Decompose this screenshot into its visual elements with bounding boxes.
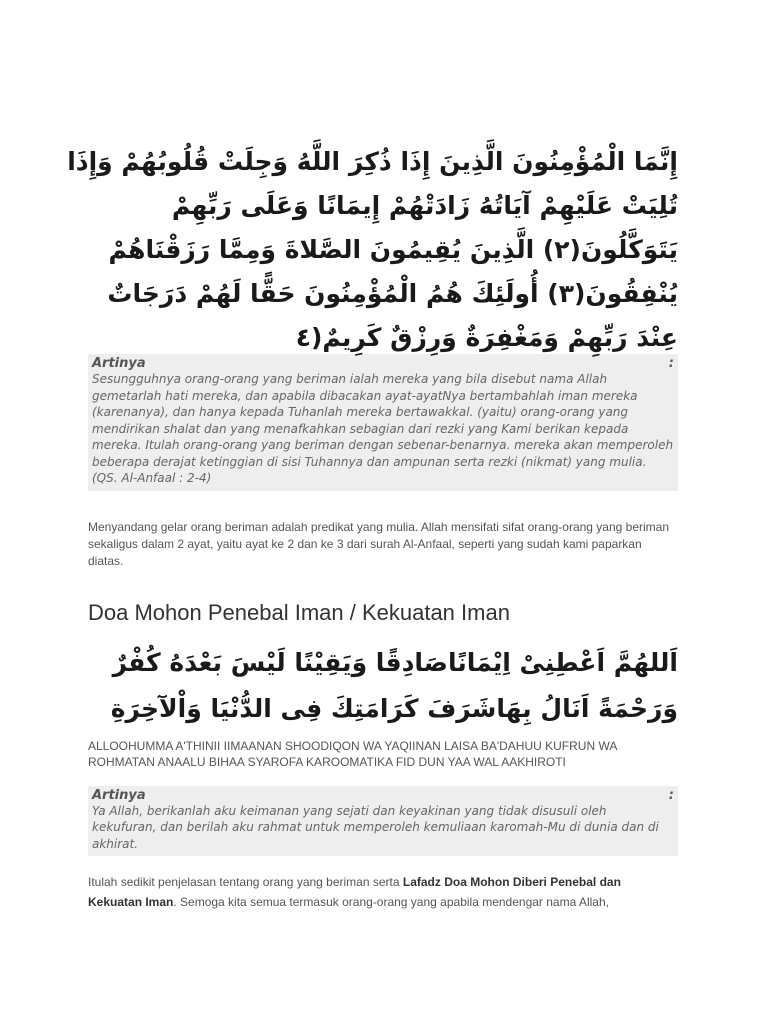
translation-text: Ya Allah, berikanlah aku keimanan yang sejati dan keyakinan yang tidak disusuli oleh kekufuran, dan berilah aku rahmat untuk memperoleh kemuliaan karomah-Mu di dunia dan di akhirat.	[92, 803, 659, 851]
translation-box	[88, 354, 678, 491]
quran-verse-anfaal	[67, 140, 678, 360]
translation-label: Artinya	[92, 356, 146, 371]
translation-text: Sesungguhnya orang-orang yang beriman ialah mereka yang bila disebut nama Allah gemetarlah hati mereka, dan apabila dibacakan ayat-ayatNya bertambahlah iman mereka (karenanya), dan hanya kepada Tuhanlah mereka bertawakkal. (yaitu) orang-orang yang mendirikan shalat dan yang menafkahkan sebagian dari rezki yang Kami berikan kepada mereka. Itulah orang-orang yang beriman dengan sebenar-benarnya. mereka akan memperoleh beberapa derajat ketinggian di sisi Tuhannya dan ampunan serta rezki (nikmat) yang mulia. (QS. Al-Anfaal : 2-4)	[92, 372, 674, 485]
section-heading: Doa Mohon Penebal Iman / Kekuatan Iman	[88, 599, 510, 625]
doa-arabic	[88, 640, 678, 732]
translation-label: Artinya	[92, 787, 146, 803]
translation-colon: :	[668, 356, 674, 371]
translation-header	[92, 788, 674, 803]
arabic-line: عِنْدَ رَبِّهِمْ وَمَغْفِرَةٌ وَرِزْقٌ كَرِيمٌ(٤	[295, 323, 678, 352]
translation-box	[88, 786, 678, 857]
translation-colon: :	[668, 787, 674, 803]
arabic-line: يُنْفِقُونَ(٣) أُولَئِكَ هُمُ الْمُؤْمِنُونَ حَقًّا لَهُمْ دَرَجَاتٌ	[107, 279, 678, 308]
intro-paragraph: Menyandang gelar orang beriman adalah predikat yang mulia. Allah mensifati sifat orang-orang yang beriman sekaligus dalam 2 ayat, yaitu ayat ke 2 dan ke 3 dari surah Al-Anfaal, seperti yang sudah kami paparkan diatas.	[88, 519, 670, 568]
article-body	[67, 140, 678, 912]
closing-text-end: . Semoga kita semua termasuk orang-orang yang apabila mendengar nama Allah,	[173, 895, 609, 909]
closing-text: Itulah sedikit penjelasan tentang orang yang beriman serta	[88, 875, 403, 889]
doa-transliteration: ALLOOHUMMA A'THINII IIMAANAN SHOODIQON WA YAQIINAN LAISA BA'DAHUU KUFRUN WA ROHMATAN ANAALU BIHAA SYAROFA KAROOMATIKA FID DUN YAA WAL AAKHIROTI	[88, 738, 617, 769]
arabic-line: اَللهُمَّ اَعْطِنِىْ اِيْمَانًاصَادِقًا وَيَقِيْنًا لَيْسَ بَعْدَهُ كُفْرٌ	[112, 647, 678, 677]
arabic-line: تُلِيَتْ عَلَيْهِمْ آيَاتُهُ زَادَتْهُمْ إِيمَانًا وَعَلَى رَبِّهِمْ	[171, 191, 678, 220]
arabic-line: يَتَوَكَّلُونَ(٢) الَّذِينَ يُقِيمُونَ الصَّلاةَ وَمِمَّا رَزَقْنَاهُمْ	[108, 235, 678, 264]
closing-bold-text: Lafadz Doa Mohon Diberi Penebal dan Kekuatan Iman	[88, 875, 621, 909]
arabic-line: إِنَّمَا الْمُؤْمِنُونَ الَّذِينَ إِذَا ذُكِرَ اللَّهُ وَجِلَتْ قُلُوبُهُمْ وَإِذَا	[67, 147, 678, 176]
closing-paragraph	[88, 872, 678, 912]
arabic-line: وَرَحْمَةً اَنَالُ بِهَاشَرَفَ كَرَامَتِكَ فِى الدُّنْيَا وَاْلآخِرَةِ	[110, 693, 678, 723]
